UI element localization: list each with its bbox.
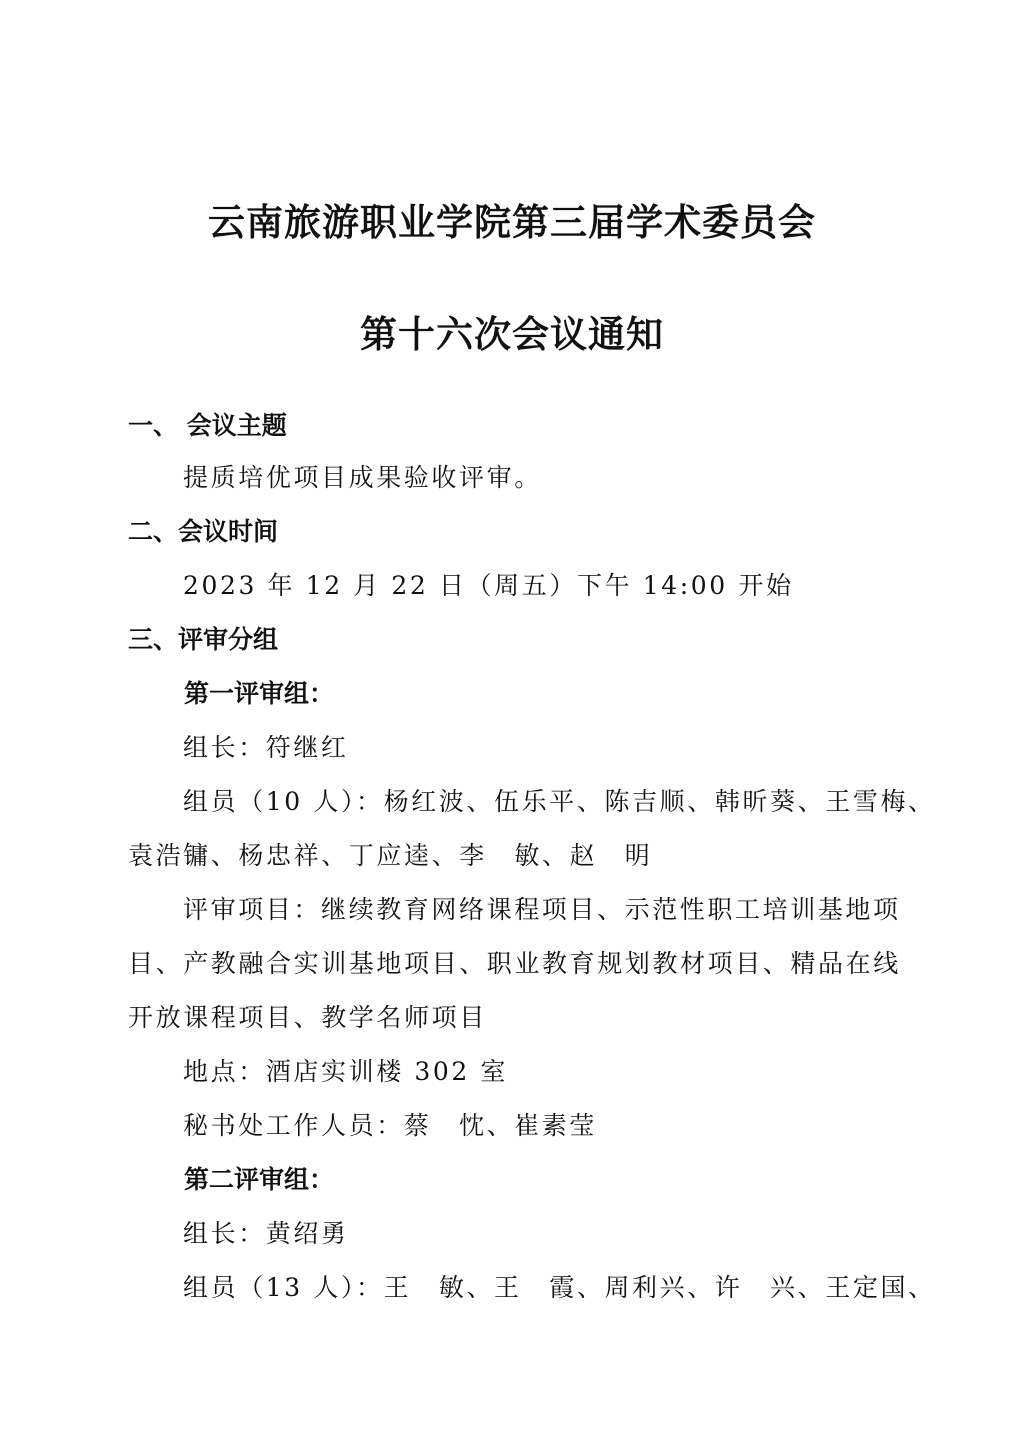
time-text: 2023 年 12 月 22 日（周五）下午 14:00 开始	[183, 571, 794, 600]
group1-members-line2: 袁浩镛、杨忠祥、丁应逵、李 敏、赵 明	[128, 841, 653, 870]
group1-projects-line3: 开放课程项目、教学名师项目	[128, 1003, 487, 1032]
group1-name: 第一评审组：	[184, 679, 335, 708]
document-title-line1: 云南旅游职业学院第三届学术委员会	[208, 200, 816, 244]
group1-location: 地点：酒店实训楼 302 室	[183, 1057, 509, 1086]
document-title-line2: 第十六次会议通知	[360, 312, 664, 356]
topic-text: 提质培优项目成果验收评审。	[183, 463, 542, 492]
group2-name: 第二评审组：	[184, 1165, 335, 1194]
section-heading-time: 二、会议时间	[128, 517, 279, 546]
group2-leader: 组长：黄绍勇	[183, 1219, 349, 1248]
group1-projects-line2: 目、产教融合实训基地项目、职业教育规划教材项目、精品在线	[128, 949, 901, 978]
group1-members-line1: 组员（10 人）：杨红波、伍乐平、陈吉顺、韩昕葵、王雪梅、	[183, 787, 936, 816]
group1-projects-line1: 评审项目：继续教育网络课程项目、示范性职工培训基地项	[183, 895, 901, 924]
section-heading-topic: 一、 会议主题	[128, 411, 287, 440]
group2-members-line1: 组员（13 人）：王 敏、王 霞、周利兴、许 兴、王定国、	[183, 1273, 936, 1302]
section-heading-groups: 三、评审分组	[128, 625, 279, 654]
group1-leader: 组长：符继红	[183, 733, 349, 762]
group1-secretariat: 秘书处工作人员：蔡 忱、崔素莹	[183, 1111, 598, 1140]
